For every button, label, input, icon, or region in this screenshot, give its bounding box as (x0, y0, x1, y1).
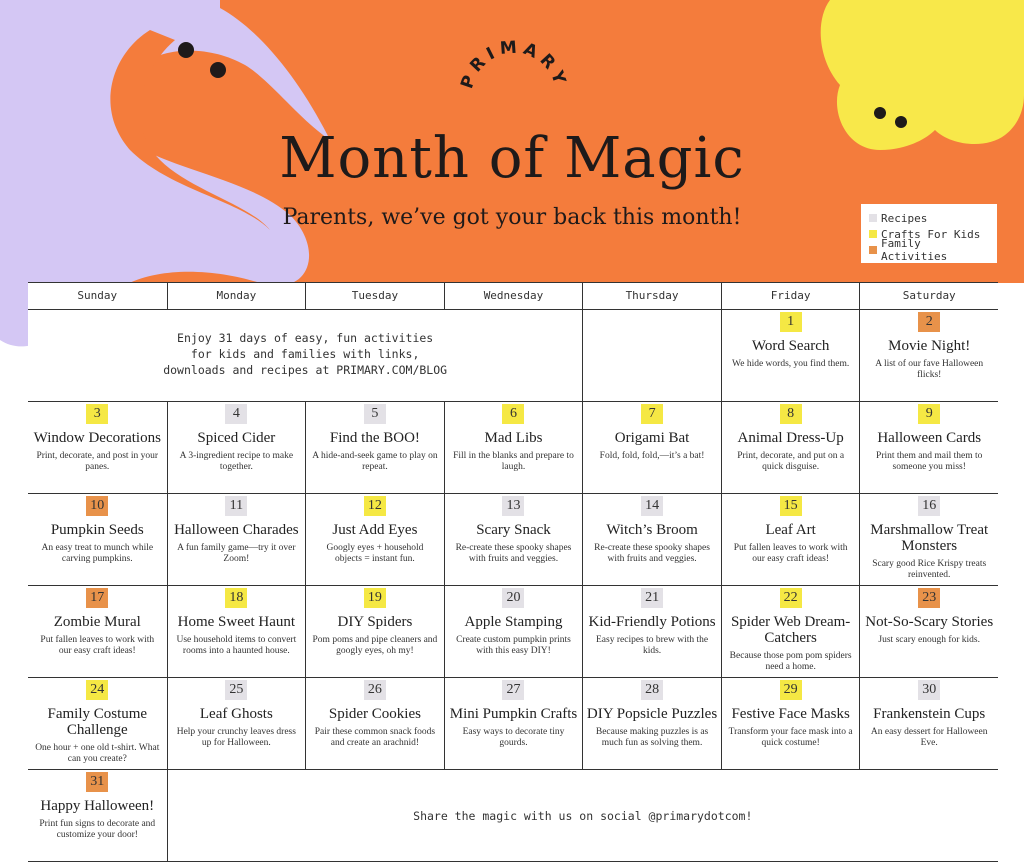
activity-title: Movie Night! (888, 338, 971, 354)
day-cell-25[interactable] (167, 678, 306, 769)
activity-description: Because making puzzles is as much fun as solving them. (595, 727, 709, 748)
weekday-monday: Monday (167, 283, 306, 309)
activity-title: Spider Cookies (328, 706, 421, 722)
day-number-badge: 14 (641, 496, 663, 516)
week-row-2 (28, 402, 998, 494)
activity-description: One hour + one old t-shirt. What can you create? (35, 743, 160, 764)
activity-description: Create custom pumpkin prints with this easy DIY! (456, 635, 571, 656)
activity-title: Zombie Mural (53, 614, 141, 630)
day-cell-19[interactable] (305, 586, 444, 677)
day-cell-10[interactable] (28, 494, 167, 585)
page-title: Month of Magic (279, 126, 745, 191)
day-cell-13[interactable] (444, 494, 583, 585)
activity-title: Witch’s Broom (606, 522, 698, 538)
activity-description: Help your crunchy leaves dress up for Halloween. (176, 727, 296, 748)
day-cell-4[interactable] (167, 402, 306, 493)
activity-title: DIY Popsicle Puzzles (586, 706, 718, 722)
legend-swatch-family (869, 246, 877, 254)
day-number-badge: 21 (641, 588, 663, 608)
weekday-thursday: Thursday (582, 283, 721, 309)
day-cell-16[interactable] (859, 494, 998, 585)
intro-text (28, 310, 582, 401)
activity-title: Family Costume Challenge (47, 706, 148, 738)
week-row-6 (28, 770, 998, 862)
activity-title: Window Decorations (33, 430, 161, 446)
day-number-badge: 4 (225, 404, 247, 424)
day-cell-7[interactable] (582, 402, 721, 493)
day-number-badge: 22 (780, 588, 802, 608)
share-text: Share the magic with us on social @primarydotcom! (413, 808, 753, 823)
activity-description: Re-create these spooky shapes with fruits and veggies. (594, 543, 710, 564)
activity-title: Pumpkin Seeds (50, 522, 144, 538)
legend-label: Family Activities (881, 237, 948, 263)
activity-description: Print fun signs to decorate and customize your door! (39, 819, 156, 840)
day-cell-31[interactable] (28, 770, 167, 861)
intro-line-3: downloads and recipes at PRIMARY.COM/BLOG (163, 363, 448, 377)
day-cell-2[interactable] (859, 310, 998, 401)
day-cell-18[interactable] (167, 586, 306, 677)
activity-description: Transform your face mask into a quick costume! (728, 727, 853, 748)
activity-title: Happy Halloween! (40, 798, 155, 814)
legend-label: Crafts For Kids (881, 227, 981, 241)
intro-line-1: Enjoy 31 days of easy, fun activities (177, 331, 434, 345)
legend-swatch-recipes (869, 214, 877, 222)
day-cell-11[interactable] (167, 494, 306, 585)
activity-description: Pom poms and pipe cleaners and googly eyes, oh my! (312, 635, 438, 656)
activity-title: Word Search (751, 338, 830, 354)
activity-description: Easy ways to decorate tiny gourds. (462, 727, 565, 748)
day-cell-12[interactable] (305, 494, 444, 585)
activity-title: Halloween Charades (174, 522, 299, 538)
activity-description: Scary good Rice Krispy treats reinvented. (872, 559, 987, 580)
activity-description: Googly eyes + household objects = instant fun. (326, 543, 424, 564)
primary-logo (0, 0, 1024, 110)
activity-title: Marshmallow Treat Monsters (870, 522, 989, 554)
legend-item-recipes (869, 210, 989, 226)
weekday-sunday: Sunday (77, 289, 118, 302)
activity-title: Kid-Friendly Potions (588, 614, 716, 630)
activity-title: Festive Face Masks (731, 706, 850, 722)
activity-description: An easy treat to munch while carving pumpkins. (41, 543, 154, 564)
share-message (167, 770, 998, 861)
day-cell-1[interactable] (721, 310, 860, 401)
activity-title: Find the BOO! (329, 430, 420, 446)
day-cell-17[interactable] (28, 586, 167, 677)
weekday-saturday: Saturday (859, 283, 998, 309)
day-number-badge: 18 (225, 588, 247, 608)
day-cell-28[interactable] (582, 678, 721, 769)
day-cell-22[interactable] (721, 586, 860, 677)
activity-description: Put fallen leaves to work with our easy craft ideas! (40, 635, 155, 656)
activity-description: Fold, fold, fold,—it’s a bat! (599, 451, 705, 461)
day-number-badge: 8 (780, 404, 802, 424)
day-number-badge: 24 (86, 680, 108, 700)
activity-title: Leaf Art (765, 522, 816, 538)
activity-title: Origami Bat (614, 430, 690, 446)
day-number-badge: 16 (918, 496, 940, 516)
day-number-badge: 23 (918, 588, 940, 608)
day-number-badge: 26 (364, 680, 386, 700)
day-number-badge: 15 (780, 496, 802, 516)
week-row-3 (28, 494, 998, 586)
day-number-badge: 29 (780, 680, 802, 700)
day-cell-8[interactable] (721, 402, 860, 493)
week-row-4 (28, 586, 998, 678)
activity-title: Mini Pumpkin Crafts (449, 706, 578, 722)
day-number-badge: 11 (225, 496, 247, 516)
day-cell-29[interactable] (721, 678, 860, 769)
day-cell-9[interactable] (859, 402, 998, 493)
week-row-1 (28, 310, 998, 402)
day-number-badge: 10 (86, 496, 108, 516)
day-number-badge: 19 (364, 588, 386, 608)
activity-title: Spiced Cider (197, 430, 276, 446)
brand-name: PRIMARY (457, 37, 571, 92)
activity-description: A fun family game—try it over Zoom! (177, 543, 296, 564)
activity-title: Mad Libs (484, 430, 543, 446)
activity-description: Re-create these spooky shapes with fruits and veggies. (455, 543, 572, 564)
activity-description: A hide-and-seek game to play on repeat. (312, 451, 438, 472)
day-cell-3[interactable] (28, 402, 167, 493)
activity-title: Not-So-Scary Stories (865, 614, 994, 630)
empty-day-cell (582, 310, 721, 401)
day-number-badge: 2 (918, 312, 940, 332)
intro-line-2: for kids and families with links, (190, 347, 420, 361)
day-number-badge: 31 (86, 772, 108, 792)
activity-description: Pair these common snack foods and create an arachnid! (314, 727, 436, 748)
activity-title: DIY Spiders (337, 614, 413, 630)
day-number-badge: 3 (86, 404, 108, 424)
day-cell-30[interactable] (859, 678, 998, 769)
weekday-wednesday: Wednesday (444, 283, 583, 309)
activity-title: Animal Dress-Up (737, 430, 844, 446)
day-number-badge: 28 (641, 680, 663, 700)
day-cell-21[interactable] (582, 586, 721, 677)
activity-title: Apple Stamping (464, 614, 563, 630)
day-cell-5[interactable] (305, 402, 444, 493)
activity-title: Frankenstein Cups (873, 706, 986, 722)
activity-title: Scary Snack (476, 522, 551, 538)
activity-title: Spider Web Dream-Catchers (730, 614, 851, 646)
category-legend (861, 204, 997, 263)
activity-description: We hide words, you find them. (732, 359, 850, 369)
day-cell-6[interactable] (444, 402, 583, 493)
activity-title: Home Sweet Haunt (177, 614, 296, 630)
activity-description: Easy recipes to brew with the kids. (596, 635, 709, 656)
day-number-badge: 30 (918, 680, 940, 700)
day-cell-14[interactable] (582, 494, 721, 585)
day-cell-23[interactable] (859, 586, 998, 677)
activity-description: Print, decorate, and post in your panes. (36, 451, 159, 472)
page-subtitle: Parents, we’ve got your back this month! (282, 205, 742, 230)
week-row-5 (28, 678, 998, 770)
activity-description: Print them and mail them to someone you miss! (876, 451, 983, 472)
weekday-header-row (28, 282, 998, 310)
activity-description: A list of our fave Halloween flicks! (875, 359, 984, 380)
svg-text:PRIMARY (457, 37, 571, 91)
day-number-badge: 12 (364, 496, 386, 516)
day-cell-26[interactable] (305, 678, 444, 769)
day-cell-27[interactable] (444, 678, 583, 769)
day-number-badge: 1 (780, 312, 802, 332)
activity-description: Fill in the blanks and prepare to laugh. (453, 451, 574, 472)
activity-title: Just Add Eyes (332, 522, 418, 538)
weekday-friday: Friday (721, 283, 860, 309)
day-number-badge: 20 (502, 588, 524, 608)
activity-description: An easy dessert for Halloween Eve. (870, 727, 988, 748)
legend-swatch-crafts (869, 230, 877, 238)
day-number-badge: 27 (502, 680, 524, 700)
day-cell-15[interactable] (721, 494, 860, 585)
activity-description: Put fallen leaves to work with our easy craft ideas! (733, 543, 848, 564)
legend-item-family (869, 237, 989, 263)
activity-description: Because those pom pom spiders need a home. (729, 651, 852, 672)
activity-description: Just scary enough for kids. (878, 635, 980, 645)
activity-description: Use household items to convert rooms into a haunted house. (176, 635, 297, 656)
day-number-badge: 5 (364, 404, 386, 424)
calendar-grid (28, 282, 998, 862)
day-number-badge: 13 (502, 496, 524, 516)
day-cell-20[interactable] (444, 586, 583, 677)
day-number-badge: 7 (641, 404, 663, 424)
day-number-badge: 17 (86, 588, 108, 608)
activity-title: Halloween Cards (877, 430, 982, 446)
day-number-badge: 25 (225, 680, 247, 700)
legend-label: Recipes (881, 211, 928, 225)
day-number-badge: 6 (502, 404, 524, 424)
day-cell-24[interactable] (28, 678, 167, 769)
activity-description: A 3-ingredient recipe to make together. (179, 451, 294, 472)
activity-description: Print, decorate, and put on a quick disguise. (737, 451, 845, 472)
weekday-tuesday: Tuesday (305, 283, 444, 309)
activity-title: Leaf Ghosts (199, 706, 273, 722)
day-number-badge: 9 (918, 404, 940, 424)
